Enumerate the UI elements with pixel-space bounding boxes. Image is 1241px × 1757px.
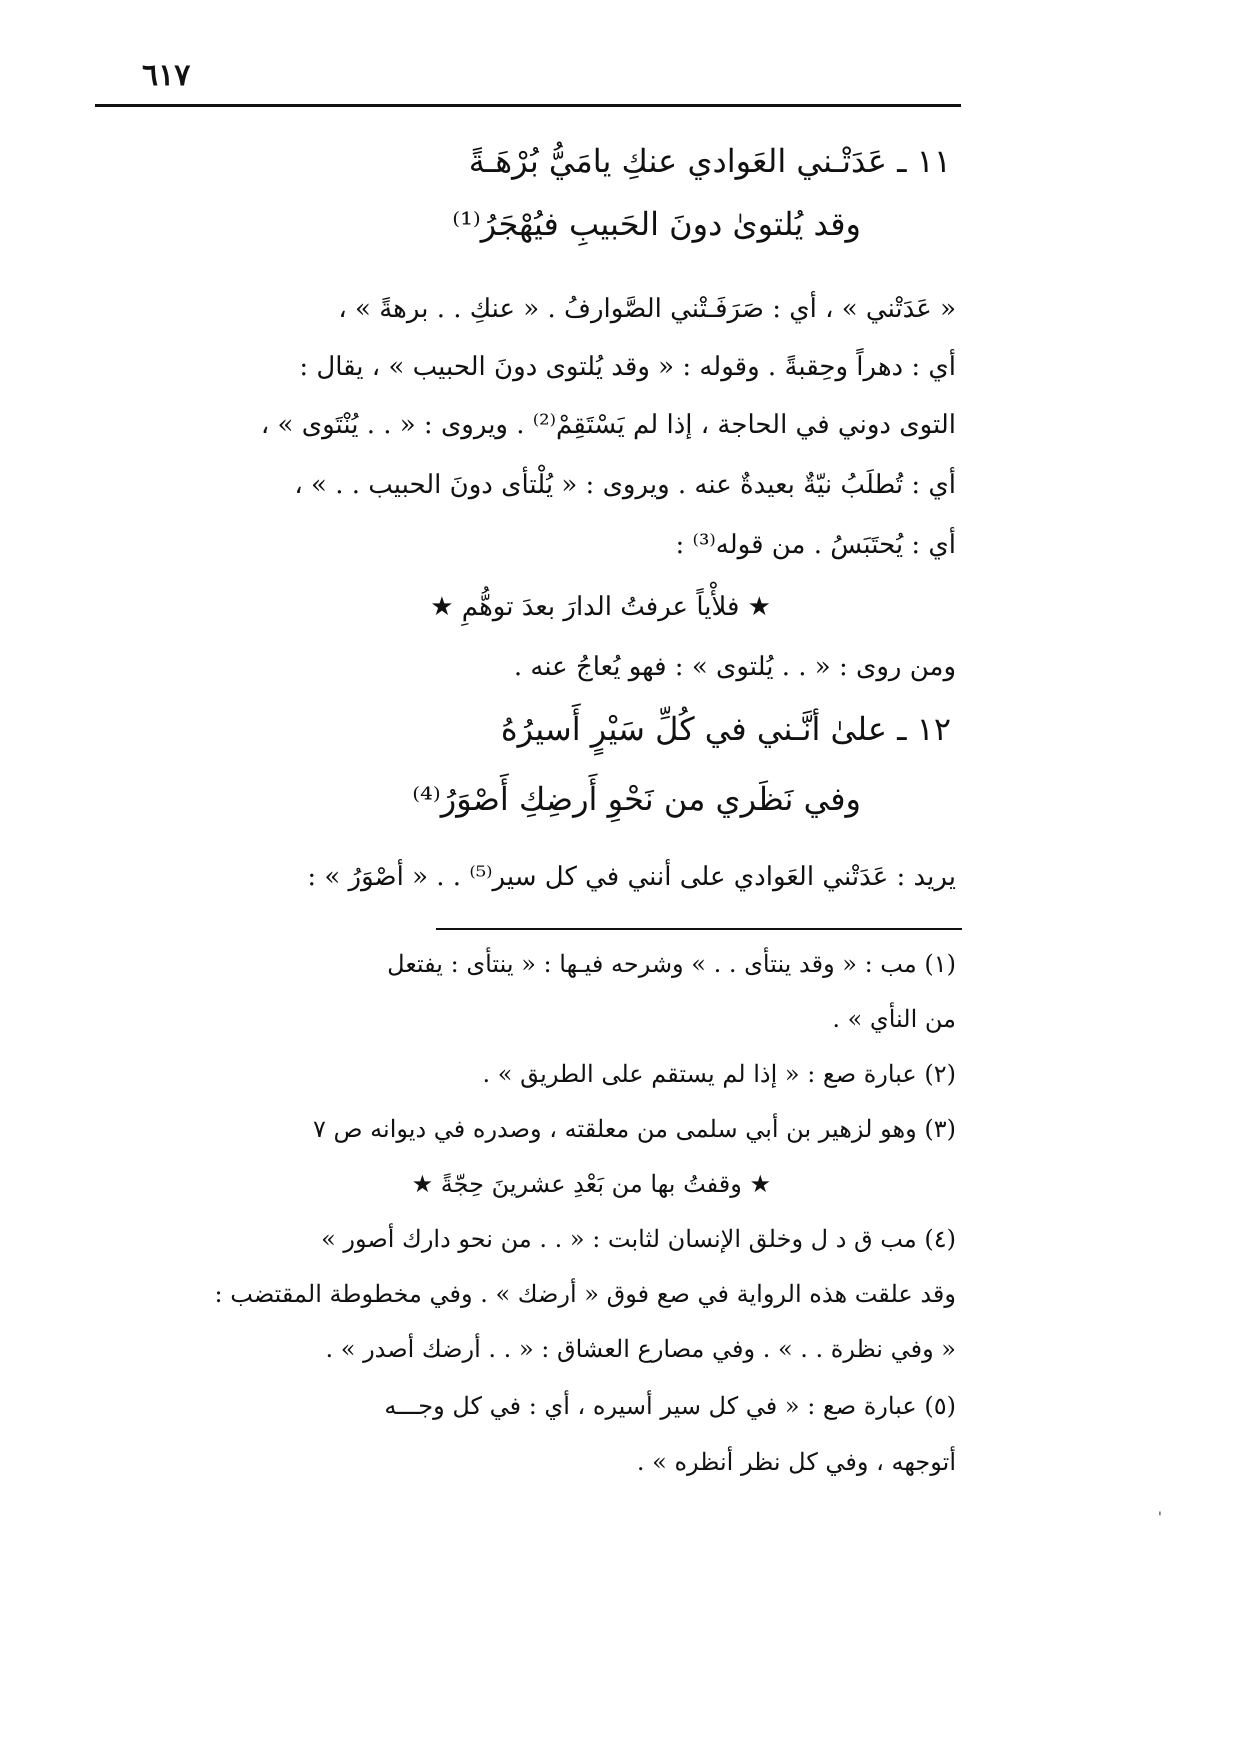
footnote-line: (٣) وهو لزهير بن أبي سلمى من معلقته ، وصدره في ديوانه ص ٧ (313, 1115, 956, 1143)
footnote-cited-hemistich: ★ وقفتُ بها من بَعْدِ عشرينَ حِجّةً ★ (411, 1170, 771, 1198)
page-number: ٦١٧ (142, 58, 191, 93)
footnote-line: (٥) عبارة صع : « في كل سير أسيره ، أي : في كل وجـــه (384, 1392, 956, 1420)
verse-12-hemistich-1: ١٢ ـ علىٰ أنَّـني في كُلِّ سَيْرٍ أَسيرُهُ (500, 710, 951, 748)
commentary-line: التوى دوني في الحاجة ، إذا لم يَسْتَقِمْ⁽²⁾ . ويروى : « . . يُنْتَوى » ، (260, 410, 956, 440)
footnote-line: « وفي نظرة . . » . وفي مصارع العشاق : « . . أرضك أصدر » . (325, 1335, 956, 1363)
cited-hemistich: ★ فلأْياً عرفتُ الدارَ بعدَ توهُّمِ ★ (430, 592, 771, 622)
footnote-line: (٤) مب ق د ل وخلق الإنسان لثابت : « . . من نحو دارك أصور » (321, 1225, 956, 1253)
footnote-separator (436, 928, 962, 930)
footnote-line: من النأي » . (832, 1005, 956, 1033)
footnote-line: (١) مب : « وقد ينتأى . . » وشرحه فيـها : « ينتأى : يفتعل (387, 950, 956, 978)
commentary-line: أي : تُطلَبُ نيّةٌ بعيدةٌ عنه . ويروى : « يُلْتأى دونَ الحبيب . . » ، (294, 470, 956, 500)
commentary-line: يريد : عَدَتْني العَوادي على أنني في كل سير⁽⁵⁾ . . « أصْوَرُ » : (307, 862, 956, 892)
header-rule (95, 104, 961, 107)
commentary-line: « عَدَتْني » ، أي : صَرَفَـتْني الصَّوارفُ . « عنكِ . . برهةً » ، (338, 294, 956, 324)
scan-speck: ' (1158, 1510, 1162, 1526)
footnote-line: وقد علقت هذه الرواية في صع فوق « أرضك » . وفي مخطوطة المقتضب : (214, 1280, 956, 1308)
footnote-line: (٢) عبارة صع : « إذا لم يستقم على الطريق » . (482, 1060, 956, 1088)
commentary-line: أي : يُحتَبَسُ . من قوله⁽³⁾ : (675, 530, 956, 560)
verse-11-hemistich-1: ١١ ـ عَدَتْـني العَوادي عنكِ يامَيُّ بُرْهَـةً (468, 142, 951, 180)
verse-11-hemistich-2: وقد يُلتوىٰ دونَ الحَبيبِ فيُهْجَرُ⁽¹⁾ (452, 205, 861, 243)
footnote-line: أتوجهه ، وفي كل نظر أنظره » . (636, 1448, 956, 1476)
verse-12-hemistich-2: وفي نَظَري من نَحْوِ أَرضِكِ أَصْوَرُ⁽⁴⁾ (412, 780, 861, 818)
commentary-line: ومن روى : « . . يُلتوى » : فهو يُعاجُ عنه . (513, 652, 956, 682)
commentary-line: أي : دهراً وحِقبةً . وقوله : « وقد يُلتوى دونَ الحبيب » ، يقال : (299, 352, 956, 382)
